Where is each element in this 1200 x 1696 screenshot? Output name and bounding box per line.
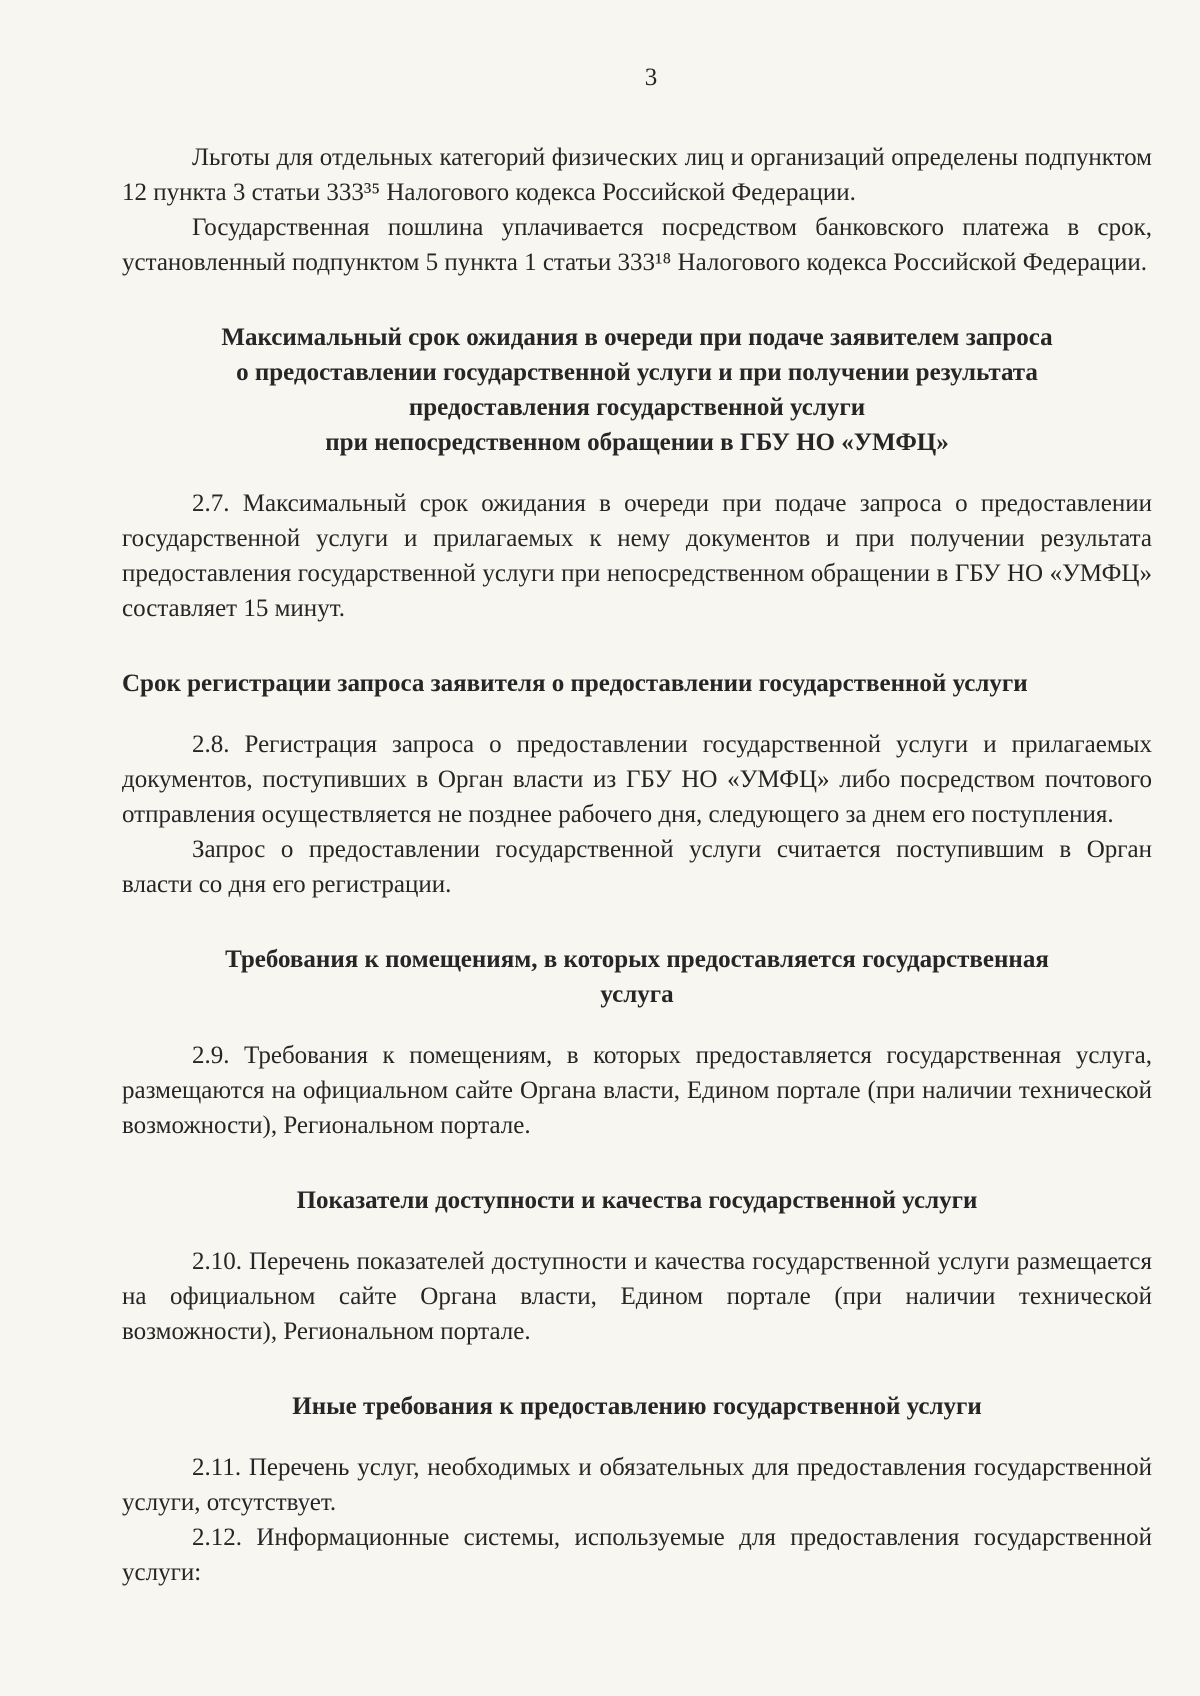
paragraph-fee-payment: Государственная пошлина уплачивается посредством банковского платежа в срок, установленный подпунктом 5 пункта 1 статьи 333¹⁸ Налогового кодекса Российской Федерации. [122,214,1152,276]
section-heading: Иные требования к предоставлению государственной услуги [292,1393,982,1420]
paragraph-2-7: 2.7. Максимальный срок ожидания в очереди при подаче запроса о предоставлении государственной услуги и прилагаемых к нему документов и при получении результата предоставления государственной услуги при непосредственном обращении в ГБУ НО «УМФЦ» составляет 15 минут. [122,490,1152,622]
section-other-requirements [122,1389,1152,1590]
paragraph-2-12: 2.12. Информационные системы, используемые для предоставления государственной услуги: [122,1524,1152,1586]
paragraph-benefits: Льготы для отдельных категорий физических лиц и организаций определены подпунктом 12 пункта 3 статьи 333³⁵ Налогового кодекса Российской Федерации. [122,144,1152,206]
section-heading: услуга [600,981,674,1008]
paragraph-registration-date: Запрос о предоставлении государственной услуги считается поступившим в Орган власти со дня его регистрации. [122,836,1152,898]
section-heading: Максимальный срок ожидания в очереди при подаче заявителем запроса [221,324,1053,351]
paragraph-2-9: 2.9. Требования к помещениям, в которых предоставляется государственная услуга, размещаются на официальном сайте Органа власти, Едином портале (при наличии технической возможности), Региональном портале. [122,1042,1152,1139]
section-heading: Требования к помещениям, в которых предоставляется государственная [225,946,1049,973]
paragraph-2-11: 2.11. Перечень услуг, необходимых и обязательных для предоставления государственной услуги, отсутствует. [122,1454,1152,1516]
section-heading: Срок регистрации запроса заявителя о предоставлении государственной услуги [122,670,1028,697]
paragraph-2-10: 2.10. Перечень показателей доступности и качества государственной услуги размещается на официальном сайте Органа власти, Едином портале (при наличии технической возможности), Региональном портале. [122,1248,1152,1345]
section-heading: Показатели доступности и качества государственной услуги [296,1187,978,1214]
section-registration [122,666,1152,902]
paragraph-2-8: 2.8. Регистрация запроса о предоставлении государственной услуги и прилагаемых документов, поступивших в Орган власти из ГБУ НО «УМФЦ» либо посредством почтового отправления осуществляется не позднее рабочего дня, следующего за днем его поступления. [122,731,1152,828]
page-number: 3 [644,64,658,91]
section-wait-time [122,320,1152,626]
section-heading: при непосредственном обращении в ГБУ НО «УМФЦ» [325,429,949,456]
section-premises [122,942,1152,1143]
section-heading: о предоставлении государственной услуги и при получении результата [236,359,1038,386]
section-heading: предоставления государственной услуги [408,394,866,421]
section-quality [122,1183,1152,1349]
